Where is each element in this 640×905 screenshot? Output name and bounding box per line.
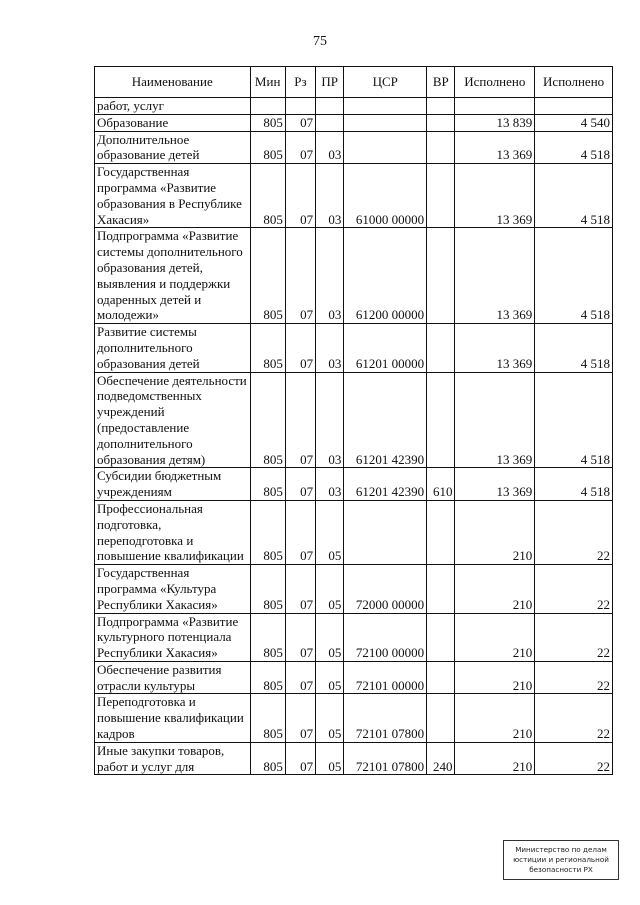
header-vr: ВР (427, 67, 455, 98)
cell-pr: 05 (316, 661, 344, 694)
header-rz: Рз (285, 67, 315, 98)
cell-min: 805 (250, 661, 285, 694)
table-row (95, 114, 613, 131)
stamp-line: Министерство по делам (515, 845, 607, 854)
cell-csr: 61201 42390 (344, 372, 427, 468)
table-row (95, 565, 613, 613)
table-row (95, 372, 613, 468)
cell-min: 805 (250, 565, 285, 613)
cell-name: Образование (95, 114, 251, 131)
cell-rz: 07 (285, 372, 315, 468)
cell-rz: 07 (285, 565, 315, 613)
header-min: Мин (250, 67, 285, 98)
cell-name: Обеспечение деятельности подведомственных учреждений (предоставление дополнительного образования детям) (95, 372, 251, 468)
ministry-stamp (503, 840, 619, 880)
cell-pr: 05 (316, 565, 344, 613)
cell-executed-2: 4 540 (535, 114, 613, 131)
table-row (95, 742, 613, 775)
table-row (95, 613, 613, 661)
cell-rz: 07 (285, 661, 315, 694)
cell-vr (427, 500, 455, 564)
cell-executed-2: 4 518 (535, 228, 613, 324)
cell-csr: 61200 00000 (344, 228, 427, 324)
cell-executed-2: 4 518 (535, 131, 613, 164)
table-row (95, 131, 613, 164)
cell-vr (427, 694, 455, 742)
cell-min: 805 (250, 500, 285, 564)
cell-vr (427, 565, 455, 613)
cell-name: Субсидии бюджетным учреждениям (95, 468, 251, 501)
cell-min (250, 98, 285, 115)
cell-vr: 610 (427, 468, 455, 501)
cell-min: 805 (250, 372, 285, 468)
cell-executed-1: 210 (455, 500, 535, 564)
cell-rz: 07 (285, 131, 315, 164)
cell-csr: 72101 07800 (344, 742, 427, 775)
header-csr: ЦСР (344, 67, 427, 98)
page-number: 75 (313, 34, 327, 49)
cell-vr (427, 228, 455, 324)
cell-name: Переподготовка и повышение квалификации кадров (95, 694, 251, 742)
cell-name: Государственная программа «Развитие образования в Республике Хакасия» (95, 164, 251, 228)
cell-executed-2: 4 518 (535, 468, 613, 501)
cell-vr (427, 98, 455, 115)
cell-csr: 72101 07800 (344, 694, 427, 742)
cell-csr (344, 114, 427, 131)
cell-name: Подпрограмма «Развитие системы дополнительного образования детей, выявления и поддержки одаренных детей и молодежи» (95, 228, 251, 324)
cell-pr: 03 (316, 228, 344, 324)
cell-vr: 240 (427, 742, 455, 775)
cell-rz: 07 (285, 500, 315, 564)
cell-min: 805 (250, 742, 285, 775)
cell-name: Развитие системы дополнительного образования детей (95, 324, 251, 372)
cell-executed-2: 22 (535, 661, 613, 694)
budget-table (94, 66, 613, 775)
table-row (95, 500, 613, 564)
cell-csr: 72100 00000 (344, 613, 427, 661)
table-row (95, 468, 613, 501)
table-row (95, 324, 613, 372)
cell-csr: 61201 00000 (344, 324, 427, 372)
cell-executed-2: 22 (535, 694, 613, 742)
cell-pr: 03 (316, 131, 344, 164)
cell-vr (427, 131, 455, 164)
cell-csr: 61000 00000 (344, 164, 427, 228)
header-pr: ПР (316, 67, 344, 98)
cell-min: 805 (250, 114, 285, 131)
cell-rz: 07 (285, 613, 315, 661)
cell-pr: 05 (316, 613, 344, 661)
header-executed-2: Исполнено (535, 67, 613, 98)
cell-executed-2: 4 518 (535, 164, 613, 228)
cell-rz: 07 (285, 228, 315, 324)
cell-executed-2 (535, 98, 613, 115)
cell-executed-1: 13 369 (455, 131, 535, 164)
cell-rz (285, 98, 315, 115)
cell-csr (344, 98, 427, 115)
cell-executed-1: 13 369 (455, 372, 535, 468)
cell-pr: 05 (316, 694, 344, 742)
cell-rz: 07 (285, 694, 315, 742)
cell-executed-1: 13 369 (455, 164, 535, 228)
cell-executed-2: 22 (535, 565, 613, 613)
cell-min: 805 (250, 613, 285, 661)
cell-name: Подпрограмма «Развитие культурного потенциала Республики Хакасия» (95, 613, 251, 661)
stamp-line: безопасности РХ (529, 865, 593, 874)
cell-executed-2: 22 (535, 613, 613, 661)
cell-executed-2: 22 (535, 742, 613, 775)
cell-vr (427, 324, 455, 372)
cell-name: Профессиональная подготовка, переподготовка и повышение квалификации (95, 500, 251, 564)
cell-csr: 72101 00000 (344, 661, 427, 694)
cell-rz: 07 (285, 468, 315, 501)
cell-csr: 61201 42390 (344, 468, 427, 501)
cell-executed-2: 4 518 (535, 324, 613, 372)
table-row (95, 661, 613, 694)
cell-executed-1: 13 369 (455, 468, 535, 501)
cell-executed-2: 4 518 (535, 372, 613, 468)
cell-pr: 05 (316, 742, 344, 775)
cell-pr (316, 114, 344, 131)
cell-vr (427, 372, 455, 468)
cell-pr: 03 (316, 468, 344, 501)
cell-min: 805 (250, 324, 285, 372)
header-executed-1: Исполнено (455, 67, 535, 98)
cell-pr: 03 (316, 372, 344, 468)
header-name: Наименование (95, 67, 251, 98)
table-row (95, 98, 613, 115)
table-row (95, 694, 613, 742)
cell-executed-1: 210 (455, 613, 535, 661)
cell-executed-1: 13 839 (455, 114, 535, 131)
cell-pr: 05 (316, 500, 344, 564)
cell-executed-1: 210 (455, 694, 535, 742)
cell-executed-1: 13 369 (455, 324, 535, 372)
cell-pr: 03 (316, 164, 344, 228)
cell-csr (344, 500, 427, 564)
cell-pr: 03 (316, 324, 344, 372)
cell-csr (344, 131, 427, 164)
cell-name: работ, услуг (95, 98, 251, 115)
cell-vr (427, 613, 455, 661)
cell-min: 805 (250, 164, 285, 228)
cell-pr (316, 98, 344, 115)
table-row (95, 164, 613, 228)
cell-executed-1 (455, 98, 535, 115)
cell-name: Дополнительное образование детей (95, 131, 251, 164)
cell-name: Государственная программа «Культура Республики Хакасия» (95, 565, 251, 613)
cell-executed-1: 13 369 (455, 228, 535, 324)
cell-rz: 07 (285, 164, 315, 228)
cell-min: 805 (250, 694, 285, 742)
cell-rz: 07 (285, 114, 315, 131)
cell-name: Иные закупки товаров, работ и услуг для (95, 742, 251, 775)
cell-rz: 07 (285, 742, 315, 775)
table-header-row (95, 67, 613, 98)
cell-name: Обеспечение развития отрасли культуры (95, 661, 251, 694)
cell-executed-1: 210 (455, 742, 535, 775)
table-row (95, 228, 613, 324)
cell-min: 805 (250, 468, 285, 501)
cell-executed-2: 22 (535, 500, 613, 564)
cell-executed-1: 210 (455, 565, 535, 613)
cell-min: 805 (250, 131, 285, 164)
cell-min: 805 (250, 228, 285, 324)
cell-csr: 72000 00000 (344, 565, 427, 613)
cell-vr (427, 164, 455, 228)
cell-vr (427, 661, 455, 694)
cell-vr (427, 114, 455, 131)
stamp-line: юстиции и региональной (513, 855, 609, 864)
cell-rz: 07 (285, 324, 315, 372)
cell-executed-1: 210 (455, 661, 535, 694)
